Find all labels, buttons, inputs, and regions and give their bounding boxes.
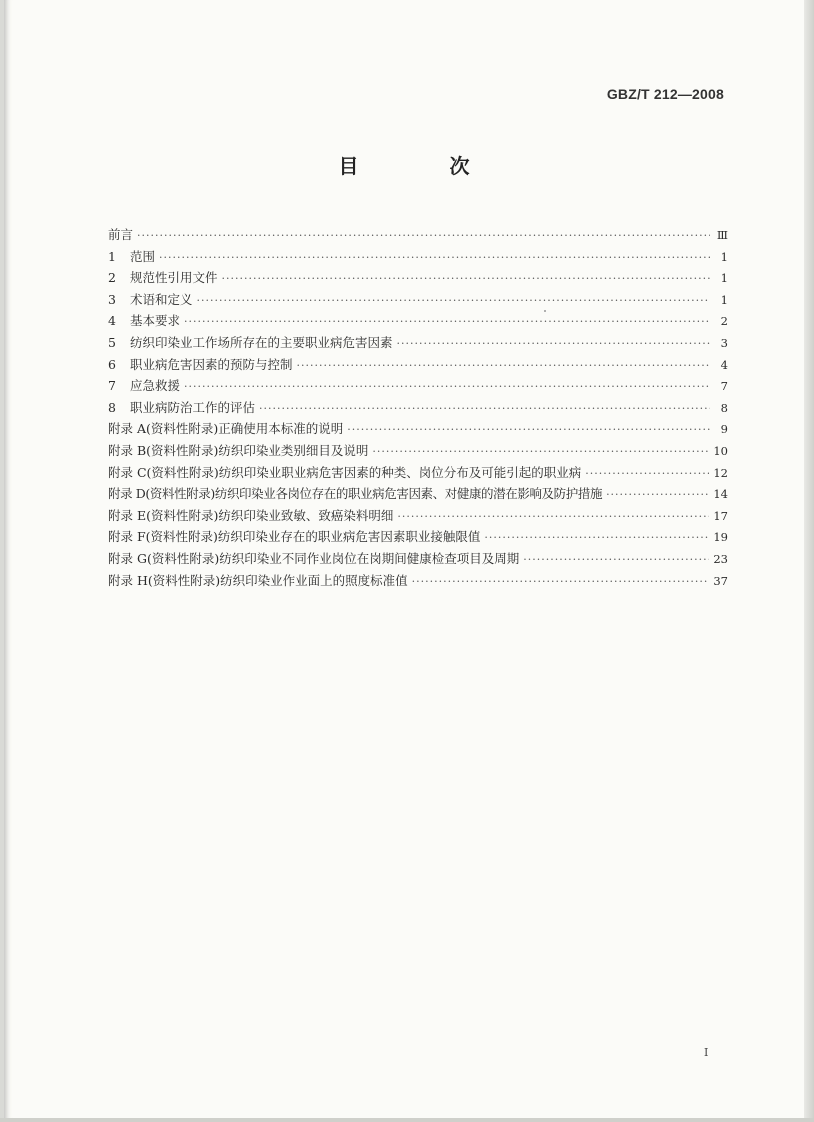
toc-label: 前言 [108, 227, 134, 242]
toc-leader-dots [197, 290, 710, 312]
toc-label: 附录 E(资料性附录)纺织印染业致敏、致癌染料明细 [108, 507, 394, 523]
toc-leader-dots [412, 571, 710, 593]
toc-row[interactable] [108, 505, 728, 527]
toc-row[interactable] [108, 224, 728, 246]
toc-leader-dots [137, 225, 710, 247]
page-edge-right [804, 0, 814, 1122]
toc-row[interactable] [108, 289, 728, 311]
toc-leader-dots [297, 355, 710, 377]
toc-leader-dots [397, 506, 709, 528]
page-title: 目 次 [338, 154, 512, 178]
toc-number: 5 [108, 334, 116, 350]
toc-number: 6 [108, 356, 116, 372]
toc-label: 职业病危害因素的预防与控制 [130, 356, 293, 372]
toc-page-number: 1 [720, 292, 728, 307]
toc-label: 附录 A(资料性附录)正确使用本标准的说明 [108, 421, 344, 437]
toc-page-number: 1 [720, 271, 728, 286]
toc-row[interactable] [108, 246, 728, 268]
toc-row[interactable] [108, 526, 728, 548]
toc-leader-dots [184, 376, 710, 398]
toc-page-number: 3 [720, 335, 728, 350]
table-of-contents [108, 224, 728, 591]
toc-leader-dots [259, 398, 710, 420]
toc-page-number: 9 [720, 422, 728, 437]
toc-page-number: 12 [713, 465, 728, 480]
toc-leader-dots [159, 247, 710, 269]
document-page [4, 0, 805, 1118]
scan-speck [544, 310, 546, 312]
toc-row[interactable] [108, 462, 728, 484]
toc-row[interactable] [108, 570, 728, 592]
toc-leader-dots [585, 463, 709, 485]
footer-page-number: I [704, 1046, 709, 1059]
toc-label: 职业病防治工作的评估 [130, 399, 256, 415]
toc-number: 7 [108, 378, 116, 394]
toc-page-number: 1 [720, 249, 728, 264]
toc-leader-dots [484, 527, 709, 549]
toc-label: 术语和定义 [130, 291, 193, 307]
toc-page-number: 10 [713, 443, 728, 458]
toc-row[interactable] [108, 332, 728, 354]
toc-leader-dots [222, 268, 710, 290]
toc-leader-dots [397, 333, 710, 355]
toc-label: 规范性引用文件 [130, 270, 218, 286]
toc-row[interactable] [108, 375, 728, 397]
toc-number: 1 [108, 248, 116, 264]
toc-leader-dots [523, 549, 709, 571]
toc-label: 附录 H(资料性附录)纺织印染业作业面上的照度标准值 [108, 572, 408, 588]
toc-page-number: 17 [713, 508, 728, 523]
toc-page-number: 7 [720, 379, 728, 394]
toc-leader-dots [606, 484, 709, 506]
toc-row[interactable] [108, 354, 728, 376]
toc-label: 附录 D(资料性附录)纺织印染业各岗位存在的职业病危害因素、对健康的潜在影响及防护措施 [108, 486, 603, 502]
toc-page-number: 4 [720, 357, 728, 372]
toc-number: 2 [108, 270, 116, 286]
toc-page-number: 8 [720, 400, 728, 415]
toc-number: 4 [108, 313, 116, 329]
toc-row[interactable] [108, 310, 728, 332]
toc-page-number: Ⅲ [716, 228, 728, 242]
toc-label: 附录 G(资料性附录)纺织印染业不同作业岗位在岗期间健康检查项目及周期 [108, 550, 520, 566]
toc-row[interactable] [108, 418, 728, 440]
toc-label: 基本要求 [130, 313, 181, 329]
toc-label: 附录 F(资料性附录)纺织印染业存在的职业病危害因素职业接触限值 [108, 529, 481, 545]
toc-leader-dots [372, 441, 709, 463]
toc-label: 应急救援 [130, 378, 181, 394]
toc-label: 纺织印染业工作场所存在的主要职业病危害因素 [130, 334, 393, 350]
toc-number: 8 [108, 399, 116, 415]
toc-page-number: 14 [713, 487, 728, 502]
toc-row[interactable] [108, 397, 728, 419]
toc-page-number: 19 [713, 530, 728, 545]
toc-row[interactable] [108, 548, 728, 570]
toc-label: 附录 B(资料性附录)纺织印染业类别细目及说明 [108, 442, 369, 458]
toc-row[interactable] [108, 483, 728, 505]
toc-label: 范围 [130, 248, 156, 264]
toc-label: 附录 C(资料性附录)纺织印染业职业病危害因素的种类、岗位分布及可能引起的职业病 [108, 464, 582, 480]
toc-leader-dots [347, 419, 710, 441]
toc-number: 3 [108, 291, 116, 307]
page-edge-bottom [0, 1118, 814, 1122]
toc-page-number: 37 [713, 573, 728, 588]
standard-code: GBZ/T 212—2008 [606, 86, 724, 102]
toc-leader-dots [184, 311, 710, 333]
toc-row[interactable] [108, 267, 728, 289]
toc-page-number: 2 [720, 314, 728, 329]
toc-row[interactable] [108, 440, 728, 462]
toc-page-number: 23 [713, 551, 728, 566]
